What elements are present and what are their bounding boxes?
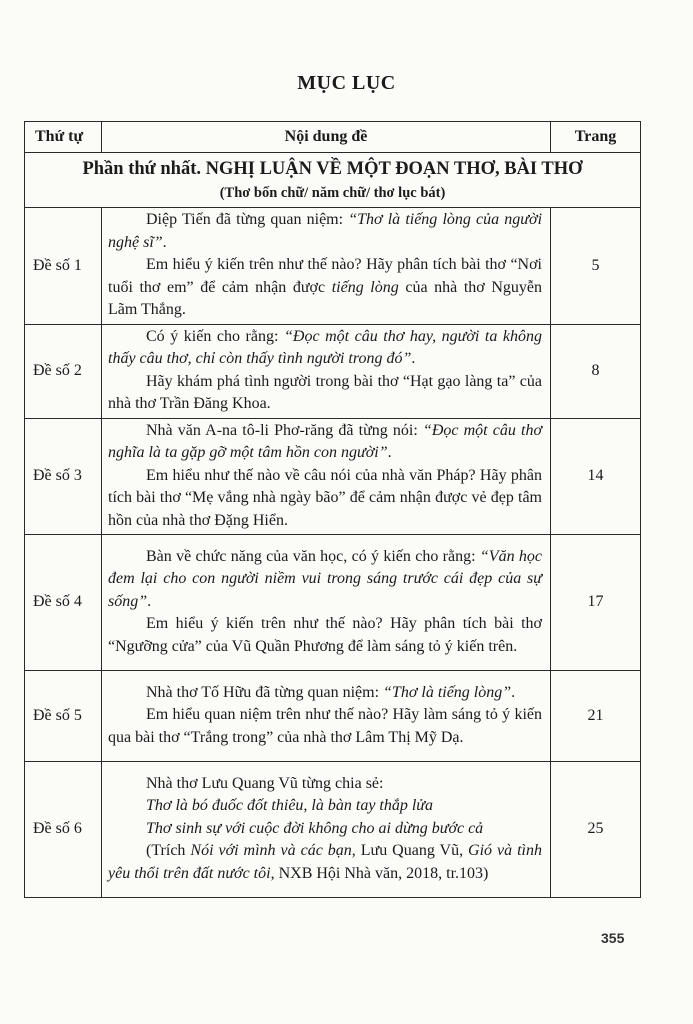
- table-row: [25, 762, 641, 898]
- page-ref: 17: [551, 535, 641, 671]
- text-span: Diệp Tiến đã từng quan niệm:: [146, 211, 349, 228]
- exam-number: Đề số 1: [25, 208, 102, 325]
- section-heading: [25, 153, 641, 208]
- exam-question-paragraph: [108, 254, 542, 322]
- exam-quote-paragraph: [108, 682, 542, 705]
- page-ref: 21: [551, 671, 641, 762]
- table-row: [25, 535, 641, 671]
- text-span: .: [147, 592, 152, 610]
- page-title: MỤC LỤC: [297, 72, 396, 94]
- page-number: 355: [601, 930, 625, 946]
- quote-text: “Văn học đem lại cho con người niềm vui trong sáng trước cái đẹp của sự sống”: [108, 547, 542, 610]
- poem-line: Thơ sinh sự với cuộc đời không cho ai dừng bước cả: [146, 819, 484, 837]
- exam-question-paragraph: Em hiểu như thế nào về câu nói của nhà văn Pháp? Hãy phân tích bài thơ “Mẹ vắng nhà ngày bão” để cảm nhận được vẻ đẹp tâm hồn của nhà thơ Đặng Hiển.: [108, 466, 542, 529]
- text-span: .: [162, 233, 167, 251]
- exam-question-paragraph: Em hiểu ý kiến trên như thế nào? Hãy phân tích bài thơ “Ngưỡng cửa” của Vũ Quần Phương để làm sáng tỏ ý kiến trên.: [108, 615, 542, 655]
- quote-text: “Đọc một câu thơ hay, người ta không thấy câu thơ, chỉ còn thấy tình người trong đó”: [108, 327, 542, 367]
- text-span: Có ý kiến cho rằng:: [146, 327, 284, 345]
- table-row: [25, 208, 641, 325]
- page-ref: 14: [551, 418, 641, 535]
- text-span: Nhà văn A-na tô-li Phơ-răng đã từng nói:: [146, 421, 423, 439]
- table-of-contents: [24, 121, 641, 898]
- page-ref: 25: [551, 762, 641, 898]
- table-row: [25, 418, 641, 535]
- text-span: .: [387, 444, 392, 461]
- table-row: [25, 324, 641, 418]
- exam-content: [102, 324, 551, 418]
- header-page: Trang: [551, 122, 641, 153]
- emphasis-text: tiếng lòng: [331, 278, 399, 296]
- text-span: Em hiểu ý kiến trên như thế nào? Hãy phân tích bài thơ “Nơi tuổi thơ em” để cảm nhận được: [108, 256, 542, 296]
- exam-quote-paragraph: [108, 546, 542, 614]
- exam-content: [102, 208, 551, 325]
- exam-number: Đề số 4: [25, 535, 102, 671]
- exam-number: Đề số 6: [25, 762, 102, 898]
- citation-paragraph: [108, 840, 542, 885]
- exam-question-paragraph: Hãy khám phá tình người trong bài thơ “Hạt gạo làng ta” của nhà thơ Trần Đăng Khoa.: [108, 372, 542, 412]
- exam-content: [102, 535, 551, 671]
- section-subtitle: (Thơ bốn chữ/ năm chữ/ thơ lục bát): [219, 185, 446, 201]
- table-header-row: [25, 122, 641, 153]
- exam-number: Đề số 5: [25, 671, 102, 762]
- text-span: Bàn về chức năng của văn học, có ý kiến cho rằng:: [146, 547, 480, 565]
- section-title: Phần thứ nhất. NGHỊ LUẬN VỀ MỘT ĐOẠN THƠ, BÀI THƠ: [82, 159, 583, 179]
- exam-quote-paragraph: [108, 209, 542, 254]
- text-span: Nhà thơ Tố Hữu đã từng quan niệm:: [146, 683, 384, 701]
- quote-text: “Thơ là tiếng lòng”: [383, 683, 512, 701]
- header-number: Thứ tự: [25, 122, 102, 153]
- text-span: .: [511, 683, 516, 701]
- text-span: của nhà thơ Nguyễn Lãm Thắng.: [108, 278, 543, 318]
- page-ref: 5: [551, 208, 641, 325]
- page-ref: 8: [551, 324, 641, 418]
- work-title: Gió và tình yêu thổi trên đất nước tôi: [108, 842, 542, 882]
- section-row: [25, 153, 641, 208]
- exam-number: Đề số 3: [25, 418, 102, 535]
- text-span: (Trích: [146, 842, 191, 860]
- quote-text: “Thơ là tiếng lòng của người nghệ sĩ”: [108, 211, 543, 251]
- text-span: , NXB Hội Nhà văn, 2018, tr.103): [270, 864, 489, 882]
- work-title: Nói với mình và các bạn: [190, 842, 352, 860]
- header-content: Nội dung đề: [102, 122, 551, 153]
- text-span: .: [411, 350, 416, 367]
- text-span: , Lưu Quang Vũ,: [351, 842, 469, 860]
- exam-content: [102, 671, 551, 762]
- exam-quote-paragraph: [108, 420, 542, 465]
- exam-intro-paragraph: Nhà thơ Lưu Quang Vũ từng chia sẻ:: [146, 774, 384, 792]
- exam-content: [102, 418, 551, 535]
- exam-question-paragraph: Em hiểu quan niệm trên như thế nào? Hãy làm sáng tỏ ý kiến qua bài thơ “Trắng trong” của nhà thơ Lâm Thị Mỹ Dạ.: [108, 706, 542, 746]
- table-row: [25, 671, 641, 762]
- poem-line: Thơ là bó đuốc đốt thiêu, là bàn tay thắp lửa: [146, 797, 434, 815]
- quote-text: “Đọc một câu thơ nghĩa là ta gặp gỡ một tâm hồn con người”: [108, 421, 543, 461]
- exam-number: Đề số 2: [25, 324, 102, 418]
- exam-quote-paragraph: [108, 326, 542, 371]
- exam-content: [102, 762, 551, 898]
